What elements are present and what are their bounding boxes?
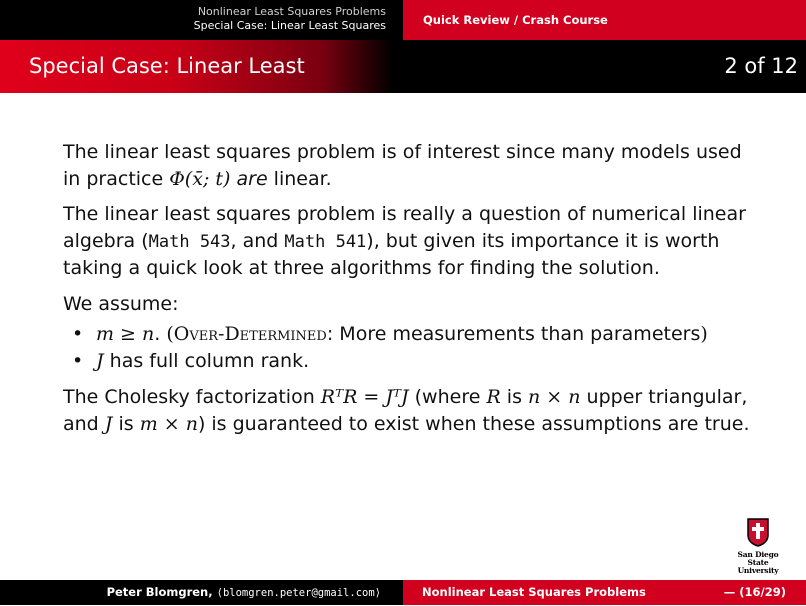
cholesky-equation: RᵀR = JᵀJ	[320, 386, 409, 408]
over-determined-term: Over-Determined	[173, 323, 327, 345]
footer-bar	[0, 580, 806, 605]
footer-email: ⟨blomgren.peter@gmail.com⟩	[216, 587, 381, 599]
frame-title-bar	[0, 40, 806, 131]
nav-sections	[0, 0, 390, 40]
paragraph-intro: The linear least squares problem is of interest since many models used in practice Φ(x̄; t) are linear.	[63, 141, 742, 190]
bullet-icon: •	[72, 349, 84, 372]
university-logo	[730, 517, 786, 575]
list-item: • J has full column rank.	[63, 348, 763, 375]
bullet-icon: •	[72, 323, 84, 345]
footer-right-panel	[403, 580, 806, 605]
paragraph-cholesky: The Cholesky factorization RᵀR = JᵀJ (where R is n × n upper triangular, and J is m × n) is guaranteed to exist when these assumptions are true.	[63, 386, 750, 435]
nav-section-link[interactable]: Nonlinear Least Squares Problems	[197, 5, 386, 18]
top-navigation-bar	[0, 0, 806, 40]
logo-line2: University	[737, 566, 779, 575]
nav-current-section[interactable]: Quick Review / Crash Course	[403, 0, 806, 40]
frame-title: Special Case: Linear Least Squares	[0, 40, 392, 93]
footer-page-number: — (16/29)	[723, 585, 786, 599]
model-function-math: Φ(x̄; t)	[169, 167, 231, 190]
paragraph-linear-algebra: The linear least squares problem is really a question of numerical linear algebra (Math 543, and Math 541), but given its importance it is worth taking a quick look at three algorithms for finding the solution.	[63, 203, 746, 279]
nav-subsection-link[interactable]: Special Case: Linear Least Squares	[193, 19, 386, 32]
logo-line1: San Diego State	[737, 550, 779, 567]
footer-title: Nonlinear Least Squares Problems	[422, 585, 646, 599]
footer-author: Peter Blomgren, ⟨blomgren.peter@gmail.com⟩	[106, 585, 381, 599]
course-math543: Math 543	[148, 231, 231, 252]
assumptions-label: We assume:	[63, 292, 179, 315]
frame-page-counter: 2 of 12	[392, 40, 806, 93]
slide-body	[63, 139, 763, 446]
course-math541: Math 541	[284, 231, 367, 252]
assumptions-list	[63, 321, 763, 374]
shield-icon	[746, 517, 770, 547]
list-item: • m ≥ n. (Over-Determined: More measurements than parameters)	[63, 321, 763, 348]
